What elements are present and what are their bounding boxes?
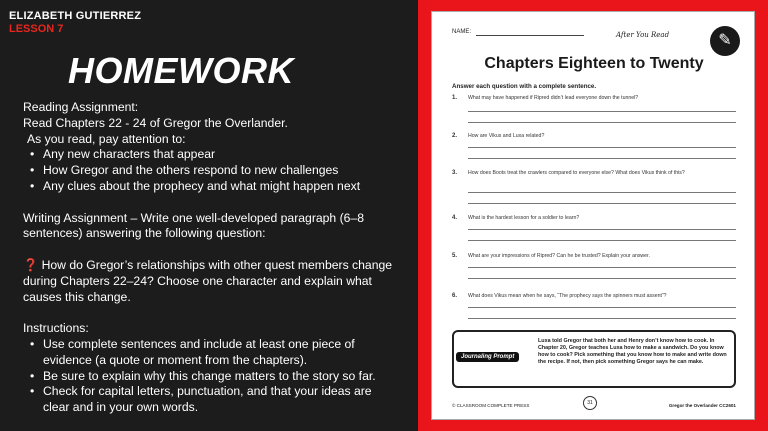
list-item: • How Gregor and the others respond to new challenges <box>43 163 408 179</box>
worksheet-title: Chapters Eighteen to Twenty <box>484 55 704 72</box>
reading-heading: Reading Assignment: <box>23 100 139 114</box>
instruction-bullets <box>43 337 408 416</box>
prompt-text: Luxa told Gregor that both her and Henry don’t know how to cook. In Chapter 20, Gregor teaches Luxa how to make a sandwich. Do you know how to cook? Pick something that you know how to make and write down the recipe. If not, then pick something Gregor says he can make. <box>538 338 727 365</box>
reading-task: Read Chapters 22 - 24 of Gregor the Overlander. <box>23 115 288 130</box>
instructions-heading: Instructions: <box>23 321 89 336</box>
publisher-credit: © CLASSROOM COMPLETE PRESS <box>452 403 530 408</box>
list-item: • Check for capital letters, punctuation, and that your ideas are clear and in your own words. <box>43 384 408 416</box>
book-code: Gregor the Overlander CC2601 <box>668 403 736 408</box>
series-label: After You Read <box>616 31 670 39</box>
worksheet-panel <box>418 0 768 431</box>
assignment-text <box>23 100 408 416</box>
pencil-icon: ✎ <box>710 26 740 56</box>
question-line: ❓ How do Gregor’s relationships with other quest members change <box>23 257 393 272</box>
reading-bullets <box>43 147 408 194</box>
question-line: during Chapters 22–24? Choose one character and explain what <box>23 273 372 288</box>
worksheet-image: NAME: After You Read ✎ Chapters Eighteen to Twenty Answer each question with a complete sentence. 1. What may have happened if Ripred didn’t lead everyone down the tunnel? 2. How are Vikus and Luxa related? 3. How does Boots treat the crawlers compared to everyone else? What does Vikus think of this? 4. What is the hardest lesson for a soldier to learn? 5. What are your impressions of Ripred? Can he be trusted? Explain your answer. 6. What does Vikus mean when he says, “The prophecy says the spinners must assent”? Journaling Prompt Luxa told Gregor that both her and Henry don’t know how to cook. In Chapter 20, Gregor teaches Luxa how to make a sandwich. Do you know how to cook? Pick something that you know how to make and write down the recipe. If not, then pick something Gregor says he can make. © CLASSROOM COMPLETE PRESS 31 Gregor the Overlander CC2601 <box>431 11 755 420</box>
list-item: • Any clues about the prophecy and what might happen next <box>43 179 408 195</box>
teacher-name: ELIZABETH GUTIERREZ <box>9 10 142 22</box>
lesson-label: LESSON 7 <box>9 23 64 35</box>
journaling-prompt <box>452 330 736 388</box>
reading-intro: As you read, pay attention to: <box>27 131 186 146</box>
list-item: • Use complete sentences and include at least one piece of evidence (a quote or moment from the chapters). <box>43 337 408 369</box>
writing-line: sentences) answering the following question: <box>23 226 266 241</box>
worksheet-instruction: Answer each question with a complete sentence. <box>452 83 597 90</box>
writing-line: Writing Assignment – Write one well-developed paragraph (6–8 <box>23 210 364 225</box>
page-title: HOMEWORK <box>68 50 294 91</box>
name-label: NAME: <box>452 29 472 35</box>
question-line: causes this change. <box>23 289 131 304</box>
question-mark-icon: ❓ <box>23 257 39 272</box>
name-line <box>476 35 584 36</box>
page-number: 31 <box>583 396 597 410</box>
list-item: • Be sure to explain why this change matters to the story so far. <box>43 369 408 385</box>
prompt-label: Journaling Prompt <box>456 352 519 362</box>
list-item: • Any new characters that appear <box>43 147 408 163</box>
